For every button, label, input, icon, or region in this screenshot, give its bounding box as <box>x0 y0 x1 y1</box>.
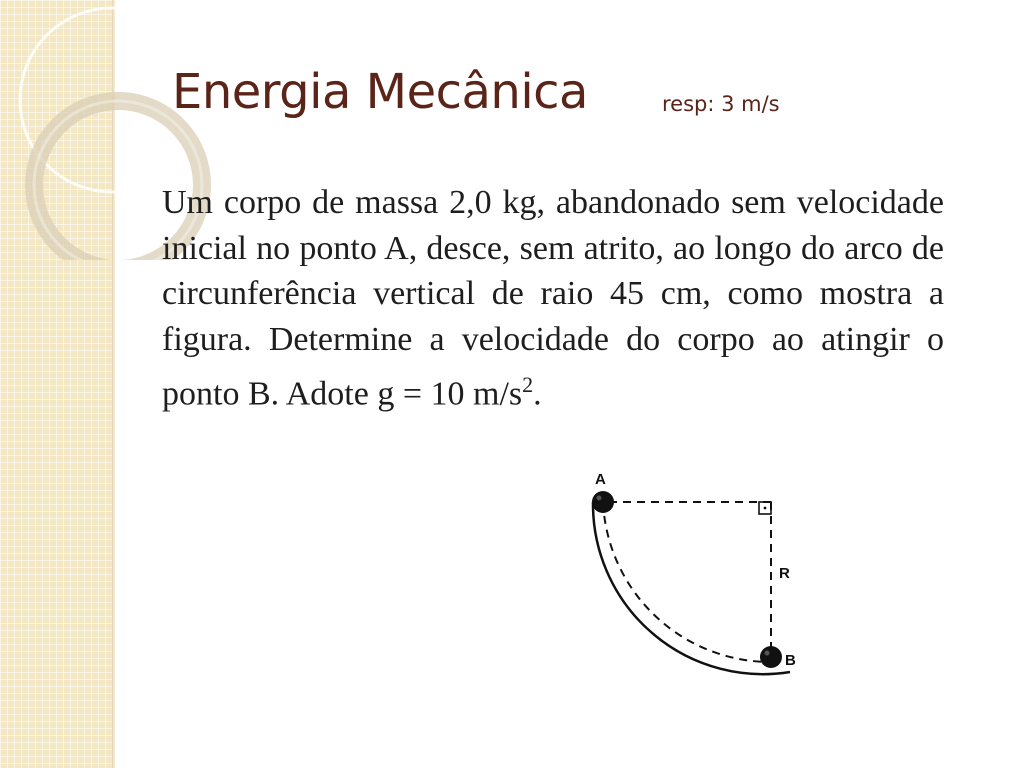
body-at-b-highlight <box>765 651 770 656</box>
exponent: 2 <box>522 372 534 397</box>
problem-text: Um corpo de massa 2,0 kg, abandonado sem velocidade inicial no ponto A, desce, sem atrito, ao longo do arco de circunferência vertical de raio 45 cm, como mostra a figura. Determine a velocidade do corpo ao atingir o ponto B. Adote g = 10 m/s <box>162 184 944 413</box>
trajectory-arc <box>603 502 771 662</box>
label-r: R <box>779 565 790 582</box>
answer-note: resp: 3 m/s <box>662 92 780 116</box>
problem-statement <box>162 180 944 417</box>
center-dot <box>764 507 767 510</box>
body-at-a <box>592 491 614 513</box>
problem-end: . <box>533 375 542 413</box>
track-arc <box>593 502 790 674</box>
quarter-circle-figure <box>585 466 815 681</box>
label-a: A <box>595 471 606 488</box>
label-b: B <box>785 652 796 669</box>
body-at-b <box>760 646 782 668</box>
slide-title: Energia Mecânica <box>172 64 588 120</box>
body-at-a-highlight <box>597 496 602 501</box>
